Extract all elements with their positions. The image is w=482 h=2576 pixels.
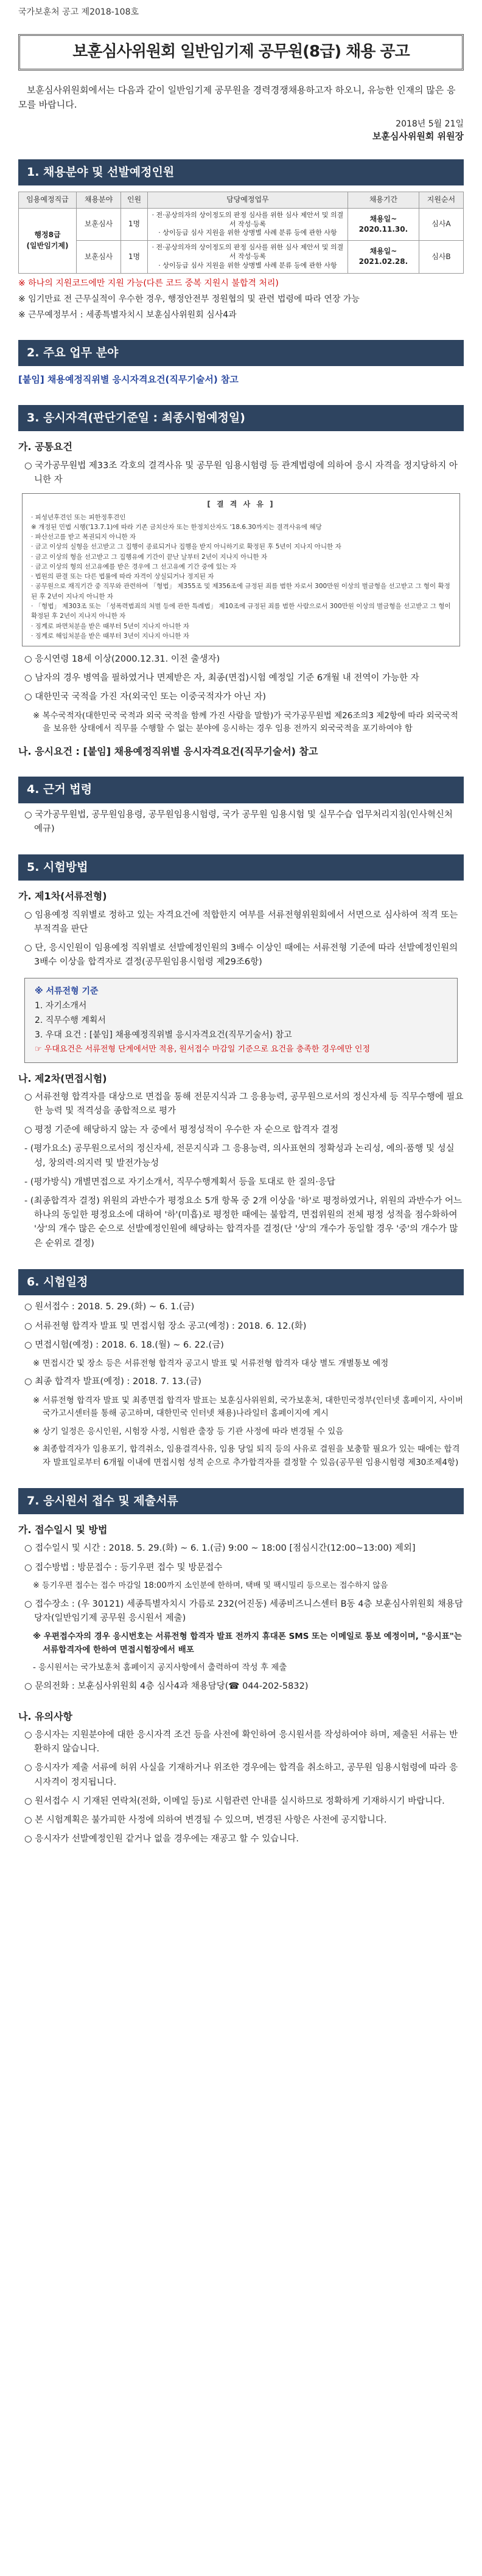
submission-item: ○ 문의전화 : 보훈심사위원회 4층 심사4과 채용담당(☎ 044-202-5832): [24, 1681, 309, 1691]
requirement-item: ○ 국가공무원법 제33조 각호의 결격사유 및 공무원 임용시험령 등 관계법령에 의하여 응시 자격을 정지당하지 아니한 자: [24, 460, 458, 485]
submission-note: ※ 등기우편 접수는 접수 마감일 18:00까지 소인분에 한하며, 택배 및 팩시밀리 등으로는 접수하지 않음: [33, 1581, 388, 1590]
table-header-cell: 인원: [121, 192, 148, 208]
requirement-item: ○ 응시연령 18세 이상(2000.12.31. 이전 출생자): [24, 654, 220, 665]
recruitment-table: [18, 192, 464, 273]
screening-criteria-item: 3. 우대 요건 : [붙임] 채용예정직위별 응시자격요건(직무기술서) 참고: [35, 1030, 292, 1040]
disqualification-line: ※ 개정된 민법 시행('13.7.1)에 따라 기존 금치산자 또는 한정치산자도 '18.6.30까지는 결격사유에 해당: [31, 523, 322, 531]
interview-heading: 나. 제2차(면접시험): [18, 1072, 107, 1084]
order-cell: 심사A: [419, 208, 463, 241]
field-cell: 보훈심사: [77, 208, 121, 241]
grade-cell: 행정8급 (일반임기제): [19, 208, 77, 273]
disqualification-line: · 금고 이상의 실형을 선고받고 그 집행이 종료되거나 집행을 받지 아니하기로 확정된 후 5년이 지나지 아니한 자: [31, 543, 341, 551]
legal-basis-text: ○ 국가공무원법, 공무원임용령, 공무원임용시험령, 국가 공무원 임용시험 및 실무수습 업무처리지침(인사혁신처 예규): [24, 809, 453, 834]
order-cell: 심사B: [419, 241, 463, 274]
screening-item: ○ 단, 응시인원이 임용예정 직위별로 선발예정인원의 3배수 이상인 때에는 서류전형 기준에 따라 선발예정인원의 3배수 이상을 합격자로 결정(공무원임용시험령 제29조6항): [24, 943, 458, 968]
table-header-row: [19, 192, 464, 208]
table-header-cell: 채용분야: [77, 192, 121, 208]
requirement-note: ※ 복수국적자(대한민국 국적과 외국 국적을 함께 가진 사람을 말함)가 국가공무원법 제26조의3 제2항에 따라 외국국적을 보유한 상태에서 직무를 수행할 수 없는 분야에 응시하는 경우 임용 전까지 외국국적을 포기하여야 함: [33, 710, 458, 734]
table-header-cell: 임용예정직급: [19, 192, 77, 208]
notice-item: ○ 응시자가 선발예정인원 같거나 없을 경우에는 재공고 할 수 있습니다.: [24, 1834, 299, 1844]
duty-cell: · 전·공상의자의 상이정도의 판정 심사를 위한 심사 제안서 및 의결서 작성·등록 · 상이등급 심사 지원을 위한 상병별 사례 분류 등에 관한 사항: [147, 241, 348, 274]
announcement-date: 2018년 5월 21일: [396, 119, 464, 129]
screening-criteria-item: 2. 직무수행 계획서: [35, 1016, 106, 1026]
section-7-header: 7. 응시원서 접수 및 제출서류: [18, 1488, 464, 1515]
screening-criteria-title: ※ 서류전형 기준: [35, 986, 99, 997]
table-header-cell: 지원순서: [419, 192, 463, 208]
note-single-code: ※ 하나의 지원코드에만 지원 가능(다른 코드 중복 지원시 불합격 처리): [18, 278, 279, 288]
notice-item: ○ 원서접수 시 기재된 연락처(전화, 이메일 등)로 시험관련 안내를 실시하므로 정확하게 기재하시기 바랍니다.: [24, 1796, 445, 1806]
notice-item: ○ 본 시험계획은 불가피한 사정에 의하여 변경될 수 있으며, 변경된 사항은 사전에 공지합니다.: [24, 1815, 387, 1825]
section-3-header: 3. 응시자격(판단기준일 : 최종시험예정일): [18, 405, 464, 432]
requirement-item: ○ 남자의 경우 병역을 필하였거나 면제받은 자, 최종(면접)시험 예정일 기준 6개월 내 전역이 가능한 자: [24, 673, 419, 684]
disqualification-title: [ 결 격 사 유 ]: [207, 500, 275, 509]
interview-item: - (최종합격자 결정) 위원의 과반수가 평정요소 5개 항목 중 2개 이상을 '하'로 평정하였거나, 위원의 과반수가 어느 하나의 동일한 평정요소에 대하여 '하'(미흡)로 평정한 때에는 불합격, 면접위원의 전체 평정 성적을 점수화하여 '상'의 개수 많은 순으로 선발예정인원에 해당하는 합격자를 결정(단 '상'의 개수가 동일할 경우 '중'의 개수가 많은 순위로 결정): [24, 1196, 463, 1248]
table-row: [19, 208, 464, 241]
schedule-item: ○ 서류전형 합격자 발표 및 면접시험 장소 공고(예정) : 2018. 6. 12.(화): [24, 1321, 307, 1331]
interview-item: ○ 서류전형 합격자를 대상으로 면접을 통해 전문지식과 그 응용능력, 공무원으로서의 정신자세 등 직무수행에 필요한 능력 및 적격성을 종합적으로 평가: [24, 1092, 464, 1117]
notice-heading: 나. 유의사항: [18, 1710, 72, 1722]
schedule-note: ※ 상기 일정은 응시인원, 시험장 사정, 시험관 출장 등 기관 사정에 따라 변경될 수 있음: [33, 1426, 344, 1436]
screening-criteria-box: [24, 978, 458, 1062]
schedule-note: ※ 면접시간 및 장소 등은 서류전형 합격자 공고시 발표 및 서류전형 합격자 대상 별도 개별통보 예정: [33, 1358, 389, 1368]
section-2-header: 2. 주요 업무 분야: [18, 340, 464, 367]
submission-item: ○ 접수일시 및 시간 : 2018. 5. 29.(화) ~ 6. 1.(금) 9:00 ~ 18:00 [점심시간(12:00~13:00) 제외]: [24, 1543, 416, 1554]
section-1-header: 1. 채용분야 및 선발예정인원: [18, 159, 464, 186]
interview-item: - (평가방식) 개별면접으로 자기소개서, 직무수행계획서 등을 토대로 한 질의·응답: [24, 1177, 335, 1187]
document-screening-heading: 가. 제1차(서류전형): [18, 890, 107, 902]
count-cell: 1명: [121, 241, 148, 274]
table-row: [19, 241, 464, 274]
table-header-cell: 채용기간: [348, 192, 419, 208]
disqualification-line: · 파산선고를 받고 복권되지 아니한 자: [31, 533, 136, 541]
interview-item: - (평가요소) 공무원으로서의 정신자세, 전문지식과 그 응용능력, 의사표현의 정확성과 논리성, 예의·품행 및 성실성, 창의력·의지력 및 발전가능성: [24, 1144, 455, 1168]
disqualification-line: · 피성년후견인 또는 피한정후견인: [31, 513, 126, 521]
schedule-item: ○ 최종 합격자 발표(예정) : 2018. 7. 13.(금): [24, 1377, 201, 1387]
disqualification-line: · 징계로 해임처분을 받은 때부터 3년이 지나지 아니한 자: [31, 632, 189, 640]
preference-warning: ☞ 우대요건은 서류전형 단계에서만 적용, 원서접수 마감일 기준으로 요건을 충족한 경우에만 인정: [35, 1044, 371, 1054]
submission-item: ○ 접수장소 : (우 30121) 세종특별자치시 가름로 232(어진동) 세종비즈니스센터 B동 4층 보훈심사위원회 채용담당자(일반임기제 공무원 응시원서 제출): [24, 1599, 463, 1623]
disqualification-line: · 「형법」 제303조 또는 「성폭력범죄의 처벌 등에 관한 특례법」 제10조에 규정된 죄를 범한 사람으로서 300만원 이상의 벌금형을 선고받고 그 형이 확정된 후 2년이 지나지 아니한 자: [31, 603, 451, 620]
count-cell: 1명: [121, 208, 148, 241]
screening-criteria-item: 1. 자기소개서: [35, 1001, 87, 1011]
schedule-note: ※ 최종합격자가 임용포기, 합격취소, 임용결격사유, 임용 당일 퇴직 등의 사유로 결원을 보충할 필요가 있는 때에는 합격자 발표일로부터 6개월 이내에 면접시험 성적 순으로 추가합격자를 결정할 수 있음(공무원 임용시험령 제30조제4항): [33, 1444, 460, 1468]
notice-item: ○ 응시자는 지원분야에 대한 응시자격 조건 등을 사전에 확인하여 응시원서를 작성하여야 하며, 제출된 서류는 반환하지 않습니다.: [24, 1730, 458, 1754]
announcement-number: 국가보훈처 공고 제2018-108호: [18, 7, 139, 17]
submission-item: ○ 접수방법 : 방문접수 : 등기우편 접수 및 방문접수: [24, 1562, 223, 1573]
schedule-note: ※ 서류전형 합격자 발표 및 최종면접 합격자 발표는 보훈심사위원회, 국가보훈처, 대한민국정부(인터넷 홈페이지, 사이버국가고시센터를 통해 공고하며, 대한민국 인터넷 채용)나라일터 홈페이지에 게시: [33, 1395, 463, 1419]
submission-note: ※ 우편접수자의 경우 응시번호는 서류전형 합격자 발표 전까지 휴대폰 SMS 또는 이메일로 통보 예정이며, "응시표"는 서류합격자에 한하여 면접시험장에서 배포: [33, 1631, 462, 1655]
submission-heading: 가. 접수일시 및 방법: [18, 1524, 108, 1536]
notice-item: ○ 응시자가 제출 서류에 허위 사실을 기재하거나 위조한 경우에는 합격을 취소하고, 공무원 임용시험령에 따라 응시자격이 정지됩니다.: [24, 1763, 458, 1787]
note-extension: ※ 임기만료 전 근무실적이 우수한 경우, 행정안전부 정원협의 및 관련 법령에 따라 연장 가능: [18, 294, 360, 305]
page-title: 보훈심사위원회 일반임기제 공무원(8급) 채용 공고: [18, 34, 464, 71]
table-header-cell: 담당예정업무: [147, 192, 348, 208]
screening-item: ○ 임용예정 직위별로 정하고 있는 자격요건에 적합한지 여부를 서류전형위원회에서 서면으로 심사하여 적격 또는 부적격을 판단: [24, 910, 458, 934]
disqualification-box: [22, 493, 460, 646]
term-cell: 채용일~ 2021.02.28.: [348, 241, 419, 274]
note-workplace: ※ 근무예정부서 : 세종특별자치시 보훈심사위원회 심사4과: [18, 310, 237, 320]
schedule-item: ○ 면접시험(예정) : 2018. 6. 18.(월) ~ 6. 22.(금): [24, 1340, 224, 1350]
submission-note: - 응시원서는 국가보훈처 홈페이지 공지사항에서 출력하여 작성 후 제출: [33, 1663, 287, 1673]
duty-cell: · 전·공상의자의 상이정도의 판정 심사를 위한 심사 제안서 및 의결서 작성·등록 · 상이등급 심사 지원을 위한 상병별 사례 분류 등에 관한 사항: [147, 208, 348, 241]
requirement-item: ○ 대한민국 국적을 가진 자(외국인 또는 이중국적자가 아닌 자): [24, 692, 267, 702]
interview-item: ○ 평정 기준에 해당하지 않는 자 중에서 평정성적이 우수한 자 순으로 합격자 결정: [24, 1125, 339, 1135]
disqualification-line: · 금고 이상의 형의 선고유예를 받은 경우에 그 선고유예 기간 중에 있는 자: [31, 563, 237, 570]
section-5-header: 5. 시험방법: [18, 854, 464, 881]
section-6-header: 6. 시험일정: [18, 1269, 464, 1296]
disqualification-line: · 법원의 판결 또는 다른 법률에 따라 자격이 상실되거나 정지된 자: [31, 573, 214, 581]
job-description-reference: [붙임] 채용예정직위별 응시자격요건(직무기술서) 참고: [18, 374, 239, 386]
field-cell: 보훈심사: [77, 241, 121, 274]
common-requirements-heading: 가. 공통요건: [18, 441, 72, 453]
disqualification-line: · 금고 이상의 형을 선고받고 그 집행유예 기간이 끝난 날부터 2년이 지나지 아니한 자: [31, 553, 268, 561]
issuing-org: 보훈심사위원회 위원장: [372, 130, 464, 142]
disqualification-line: · 징계로 파면처분을 받은 때부터 5년이 지나지 아니한 자: [31, 622, 189, 630]
disqualification-line: · 공무원으로 재직기간 중 직무와 관련하여 「형법」 제355조 및 제356조에 규정된 죄를 범한 자로서 300만원 이상의 벌금형을 선고받고 그 형이 확정된 후 2년이 지나지 아니한 자: [31, 583, 450, 600]
section-4-header: 4. 근거 법령: [18, 777, 464, 803]
term-cell: 채용일~ 2020.11.30.: [348, 208, 419, 241]
schedule-item: ○ 원서접수 : 2018. 5. 29.(화) ~ 6. 1.(금): [24, 1302, 195, 1312]
intro-text: 보훈심사위원회에서는 다음과 같이 일반임기제 공무원을 경력경쟁채용하고자 하오니, 유능한 인재의 많은 응모를 바랍니다.: [18, 84, 456, 110]
specific-requirements-heading: 나. 응시요건 : [붙임] 채용예정직위별 응시자격요건(직무기술서) 참고: [18, 745, 318, 757]
